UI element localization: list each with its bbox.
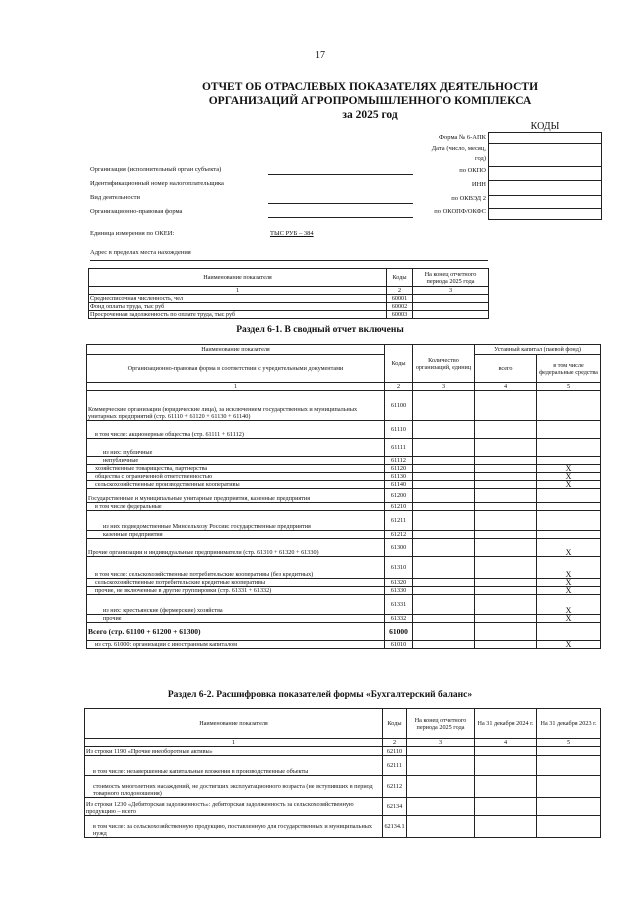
s62-cell[interactable] bbox=[407, 747, 475, 756]
s62-row-name: Из строки 1190 «Прочие внеоборотные активы» bbox=[85, 747, 383, 756]
table-row bbox=[89, 303, 489, 311]
s61-row-name: сельскохозяйственные потребительские кредитные кооперативы bbox=[87, 579, 385, 587]
s61-row-code: 61112 bbox=[385, 457, 413, 465]
s61-fed-cell[interactable]: X bbox=[537, 465, 601, 473]
s61-row-code: 61300 bbox=[385, 539, 413, 557]
activity-input-line[interactable] bbox=[268, 203, 413, 204]
s61-qty-cell[interactable] bbox=[413, 457, 475, 465]
table-row bbox=[87, 473, 601, 481]
s62-cell[interactable] bbox=[537, 756, 601, 776]
s61-row-code: 61000 bbox=[385, 623, 413, 641]
s61-row-code: 61320 bbox=[385, 579, 413, 587]
section-62-table bbox=[84, 708, 601, 838]
s61-total-row-name: Всего (стр. 61100 + 61200 + 61300) bbox=[87, 623, 385, 641]
s61-total-cell[interactable] bbox=[475, 641, 537, 649]
s61-total-cell[interactable] bbox=[475, 587, 537, 595]
s61-qty-cell[interactable] bbox=[413, 439, 475, 457]
s61-header-qty: Количество организаций, единиц bbox=[413, 345, 475, 383]
s62-num: 4 bbox=[475, 739, 537, 747]
s61-fed-cell[interactable]: X bbox=[537, 579, 601, 587]
s61-row-name: Государственные и муниципальные унитарные предприятия, казенные предприятия bbox=[87, 489, 385, 503]
table-row bbox=[87, 465, 601, 473]
t1-row-code: 60003 bbox=[387, 311, 413, 319]
inn-label: ИНН bbox=[471, 181, 486, 188]
s61-qty-cell[interactable] bbox=[413, 557, 475, 579]
table-row bbox=[85, 756, 601, 776]
s61-row-code: 61200 bbox=[385, 489, 413, 503]
s61-row-name: в том числе: сельскохозяйственные потребительские кооперативы (без кредитных) bbox=[87, 557, 385, 579]
s61-fed-cell[interactable] bbox=[537, 503, 601, 511]
s61-num: 5 bbox=[537, 383, 601, 391]
t1-row-value[interactable] bbox=[413, 303, 489, 311]
s62-cell[interactable] bbox=[407, 776, 475, 798]
s61-row-name: казенные предприятия bbox=[87, 531, 385, 539]
codes-label: КОДЫ bbox=[530, 121, 560, 132]
t1-header-code: Коды bbox=[387, 269, 413, 287]
s61-total-cell[interactable] bbox=[475, 511, 537, 531]
s61-qty-cell[interactable] bbox=[413, 579, 475, 587]
s61-total-cell[interactable] bbox=[475, 615, 537, 623]
org-input-line[interactable] bbox=[268, 174, 413, 175]
table-row bbox=[87, 587, 601, 595]
table-row bbox=[87, 531, 601, 539]
t1-header-value: На конец отчетного периода 2025 года bbox=[413, 269, 489, 287]
address-input-line[interactable] bbox=[90, 260, 488, 261]
report-title-line2: ОРГАНИЗАЦИЙ АГРОПРОМЫШЛЕННОГО КОМПЛЕКСА bbox=[208, 95, 532, 107]
table-row bbox=[87, 439, 601, 457]
table-row bbox=[85, 747, 601, 756]
s62-header-2023: На 31 декабря 2023 г. bbox=[537, 709, 601, 739]
s61-total-cell[interactable] bbox=[475, 457, 537, 465]
form-number-label: Форма № 6-АПК bbox=[438, 134, 486, 141]
s61-total-cell[interactable] bbox=[475, 473, 537, 481]
s61-qty-cell[interactable] bbox=[413, 481, 475, 489]
s62-row-code: 62111 bbox=[383, 756, 407, 776]
code-okved-cell[interactable] bbox=[489, 196, 601, 209]
s62-header-code: Коды bbox=[383, 709, 407, 739]
legal-form-label: Организационно-правовая форма bbox=[90, 208, 183, 215]
s61-qty-cell[interactable] bbox=[413, 391, 475, 421]
section-61-table bbox=[86, 344, 601, 649]
table-row bbox=[87, 489, 601, 503]
s61-header-fed: в том числе федеральные средства bbox=[537, 355, 601, 383]
s62-header-name: Наименование показателя bbox=[85, 709, 383, 739]
s61-row-name: из них: публичные bbox=[87, 439, 385, 457]
s62-row-code: 62134 bbox=[383, 798, 407, 816]
code-okopf-cell[interactable] bbox=[489, 209, 601, 221]
table-row bbox=[87, 457, 601, 465]
s61-fed-cell[interactable]: X bbox=[537, 473, 601, 481]
s62-cell[interactable] bbox=[407, 816, 475, 838]
s61-fed-cell[interactable] bbox=[537, 489, 601, 503]
s61-header-total: всего bbox=[475, 355, 537, 383]
s61-total-cell[interactable] bbox=[475, 391, 537, 421]
table-row bbox=[87, 595, 601, 615]
s62-row-name: в том числе: незавершенные капитальные вложения в производственные объекты bbox=[85, 756, 383, 776]
s61-qty-cell[interactable] bbox=[413, 473, 475, 481]
activity-label: Вид деятельности bbox=[90, 194, 140, 201]
s61-row-code: 61212 bbox=[385, 531, 413, 539]
s61-row-name: хозяйственные товарищества, партнерства bbox=[87, 465, 385, 473]
s61-row-name: в том числе федеральные bbox=[87, 503, 385, 511]
s62-cell[interactable] bbox=[537, 816, 601, 838]
s61-qty-cell[interactable] bbox=[413, 511, 475, 531]
okved-label: по ОКВЭД 2 bbox=[451, 195, 486, 202]
s61-num: 2 bbox=[385, 383, 413, 391]
date-label-year: год) bbox=[474, 155, 486, 162]
s62-cell[interactable] bbox=[407, 756, 475, 776]
s61-row-name: в том числе: акционерные общества (стр. 61111 + 61112) bbox=[87, 421, 385, 439]
code-inn-cell[interactable] bbox=[489, 181, 601, 196]
s61-fed-cell[interactable]: X bbox=[537, 539, 601, 557]
s62-cell[interactable] bbox=[537, 798, 601, 816]
s62-num: 1 bbox=[85, 739, 383, 747]
s61-row-name: Прочие организации и индивидуальные предприниматели (стр. 61310 + 61320 + 61330) bbox=[87, 539, 385, 557]
s61-total-cell[interactable] bbox=[475, 503, 537, 511]
table-row bbox=[87, 391, 601, 421]
s61-row-code: 61331 bbox=[385, 595, 413, 615]
s61-fed-cell[interactable] bbox=[537, 531, 601, 539]
s61-row-name: прочие, не включенные в другие группировки (стр. 61331 + 61332) bbox=[87, 587, 385, 595]
okpo-label: по ОКПО bbox=[459, 167, 486, 174]
s62-row-code: 62112 bbox=[383, 776, 407, 798]
s61-fed-cell[interactable] bbox=[537, 439, 601, 457]
s61-fed-cell[interactable] bbox=[537, 511, 601, 531]
s61-row-code: 61120 bbox=[385, 465, 413, 473]
s61-total-cell[interactable] bbox=[475, 623, 537, 641]
t1-row-value[interactable] bbox=[413, 295, 489, 303]
s62-cell[interactable] bbox=[475, 756, 537, 776]
s61-qty-cell[interactable] bbox=[413, 421, 475, 439]
s61-row-name: из них подведомственные Минсельхозу России: государственные предприятия bbox=[87, 511, 385, 531]
s61-fed-cell[interactable] bbox=[537, 623, 601, 641]
s61-row-name: непубличные bbox=[87, 457, 385, 465]
s61-qty-cell[interactable] bbox=[413, 587, 475, 595]
s61-header-name-sub: Организационно-правовая форма в соответствии с учредительными документами bbox=[87, 355, 385, 383]
table-row bbox=[87, 615, 601, 623]
s61-fed-cell[interactable]: X bbox=[537, 595, 601, 615]
s61-qty-cell[interactable] bbox=[413, 595, 475, 615]
t1-num: 3 bbox=[413, 287, 489, 295]
s61-row-code: 61010 bbox=[385, 641, 413, 649]
table-row bbox=[87, 539, 601, 557]
s61-header-code: Коды bbox=[385, 345, 413, 383]
s62-header-2024: На 31 декабря 2024 г. bbox=[475, 709, 537, 739]
s61-total-cell[interactable] bbox=[475, 595, 537, 615]
s61-row-name: из них: крестьянские (фермерские) хозяйства bbox=[87, 595, 385, 615]
table-row bbox=[85, 798, 601, 816]
s61-row-code: 61211 bbox=[385, 511, 413, 531]
s62-cell[interactable] bbox=[475, 816, 537, 838]
s61-qty-cell[interactable] bbox=[413, 531, 475, 539]
t1-num: 1 bbox=[89, 287, 387, 295]
section-62-title: Раздел 6-2. Расшифровка показателей формы «Бухгалтерский баланс» bbox=[167, 690, 473, 700]
s61-fed-cell[interactable] bbox=[537, 457, 601, 465]
s61-total-cell[interactable] bbox=[475, 465, 537, 473]
code-form-cell[interactable] bbox=[489, 133, 601, 144]
s61-total-cell[interactable] bbox=[475, 481, 537, 489]
t1-row-code: 60001 bbox=[387, 295, 413, 303]
table-row bbox=[87, 511, 601, 531]
s62-cell[interactable] bbox=[475, 776, 537, 798]
table-row bbox=[89, 311, 489, 319]
okopf-label: по ОКОПФ/ОКФС bbox=[434, 208, 486, 215]
s61-total-cell[interactable] bbox=[475, 421, 537, 439]
s61-row-code: 61140 bbox=[385, 481, 413, 489]
s62-row-code: 62134.1 bbox=[383, 816, 407, 838]
section-61-title: Раздел 6-1. В сводный отчет включены bbox=[236, 325, 404, 335]
s61-qty-cell[interactable] bbox=[413, 539, 475, 557]
date-label: Дата (число, месяц, bbox=[431, 145, 486, 152]
t1-header-name: Наименование показателя bbox=[89, 269, 387, 287]
s61-qty-cell[interactable] bbox=[413, 465, 475, 473]
report-period: за 2025 год bbox=[342, 109, 398, 121]
inn-field-label: Идентификационный номер налогоплательщика bbox=[90, 180, 224, 187]
s61-row-code: 61332 bbox=[385, 615, 413, 623]
s61-total-cell[interactable] bbox=[475, 539, 537, 557]
legal-form-input-line[interactable] bbox=[268, 217, 413, 218]
s62-cell[interactable] bbox=[537, 747, 601, 756]
t1-num: 2 bbox=[387, 287, 413, 295]
s61-fed-cell[interactable]: X bbox=[537, 587, 601, 595]
unit-label: Единица измерения по ОКЕИ: bbox=[90, 230, 175, 237]
s62-row-name: Из строки 1230 «Дебиторская задолженность»: дебиторская задолженность за сельскохозяйственную продукцию – всего bbox=[85, 798, 383, 816]
staff-table bbox=[88, 268, 489, 319]
s62-row-code: 62110 bbox=[383, 747, 407, 756]
s61-row-code: 61130 bbox=[385, 473, 413, 481]
s61-fed-cell[interactable]: X bbox=[537, 641, 601, 649]
s62-cell[interactable] bbox=[537, 776, 601, 798]
page-number: 17 bbox=[315, 50, 325, 61]
s61-total-cell[interactable] bbox=[475, 557, 537, 579]
s62-num: 2 bbox=[383, 739, 407, 747]
s62-cell[interactable] bbox=[475, 747, 537, 756]
s61-qty-cell[interactable] bbox=[413, 503, 475, 511]
codes-box bbox=[488, 132, 602, 220]
s61-qty-cell[interactable] bbox=[413, 615, 475, 623]
t1-row-name: Фонд оплаты труда, тыс руб bbox=[89, 303, 387, 311]
s62-row-name: стоимость многолетних насаждений, не достигших эксплуатационного возраста (не вступивших в период товарного плодоношения) bbox=[85, 776, 383, 798]
s61-total-cell[interactable] bbox=[475, 531, 537, 539]
report-title-line1: ОТЧЕТ ОБ ОТРАСЛЕВЫХ ПОКАЗАТЕЛЯХ ДЕЯТЕЛЬНОСТИ bbox=[201, 81, 539, 93]
s61-row-code: 61210 bbox=[385, 503, 413, 511]
table-row bbox=[85, 776, 601, 798]
s61-total-cell[interactable] bbox=[475, 439, 537, 457]
code-date-cell[interactable] bbox=[489, 144, 601, 167]
table-row bbox=[87, 579, 601, 587]
s62-header-end: На конец отчетного периода 2025 года bbox=[407, 709, 475, 739]
t1-row-name: Просроченная задолженность по оплате труда, тыс руб bbox=[89, 311, 387, 319]
s61-fed-cell[interactable]: X bbox=[537, 557, 601, 579]
s61-row-code: 61100 bbox=[385, 391, 413, 421]
s61-num: 1 bbox=[87, 383, 385, 391]
table-row bbox=[87, 481, 601, 489]
table-row bbox=[87, 503, 601, 511]
s61-row-name: Коммерческие организации (юридические лица), за исключением государственных и муниципальных унитарных предприятий (стр. 61110 + 61120 + 61130 + 61140) bbox=[87, 391, 385, 421]
s62-num: 3 bbox=[407, 739, 475, 747]
s61-total-cell[interactable] bbox=[475, 579, 537, 587]
s61-qty-cell[interactable] bbox=[413, 623, 475, 641]
table-row bbox=[87, 557, 601, 579]
s61-row-name: из стр. 61000: организации с иностранным капиталом bbox=[87, 641, 385, 649]
org-label: Организация (исполнительный орган субъекта) bbox=[90, 166, 222, 173]
s61-qty-cell[interactable] bbox=[413, 489, 475, 503]
s61-header-name-top: Наименование показателя bbox=[87, 345, 385, 355]
s61-row-code: 61310 bbox=[385, 557, 413, 579]
table-row bbox=[85, 816, 601, 838]
s61-row-code: 61330 bbox=[385, 587, 413, 595]
s61-row-name: прочие bbox=[87, 615, 385, 623]
s62-num: 5 bbox=[537, 739, 601, 747]
t1-row-name: Среднесписочная численность, чел bbox=[89, 295, 387, 303]
s61-row-name: общества с ограниченной ответственностью bbox=[87, 473, 385, 481]
s61-header-capital: Уставный капитал (паевой фонд) bbox=[475, 345, 601, 355]
table-row bbox=[89, 295, 489, 303]
s61-fed-cell[interactable] bbox=[537, 391, 601, 421]
s61-row-code: 61110 bbox=[385, 421, 413, 439]
s61-row-code: 61111 bbox=[385, 439, 413, 457]
s61-fed-cell[interactable]: X bbox=[537, 615, 601, 623]
s61-total-cell[interactable] bbox=[475, 489, 537, 503]
t1-row-value[interactable] bbox=[413, 311, 489, 319]
unit-value: ТЫС РУБ – 384 bbox=[270, 230, 314, 237]
t1-row-code: 60002 bbox=[387, 303, 413, 311]
code-okpo-cell[interactable] bbox=[489, 167, 601, 181]
s61-num: 4 bbox=[475, 383, 537, 391]
s61-row-name: сельскохозяйственные производственные кооперативы bbox=[87, 481, 385, 489]
s62-cell[interactable] bbox=[475, 798, 537, 816]
s61-qty-cell[interactable] bbox=[413, 641, 475, 649]
s61-fed-cell[interactable] bbox=[537, 421, 601, 439]
address-label: Адрес в пределах места нахождения bbox=[90, 249, 191, 256]
table-row bbox=[87, 421, 601, 439]
s62-cell[interactable] bbox=[407, 798, 475, 816]
s61-fed-cell[interactable]: X bbox=[537, 481, 601, 489]
s62-row-name: в том числе: за сельскохозяйственную продукцию, поставленную для государственных и муниципальных нужд bbox=[85, 816, 383, 838]
table-row bbox=[87, 623, 601, 641]
table-row bbox=[87, 641, 601, 649]
s61-num: 3 bbox=[413, 383, 475, 391]
